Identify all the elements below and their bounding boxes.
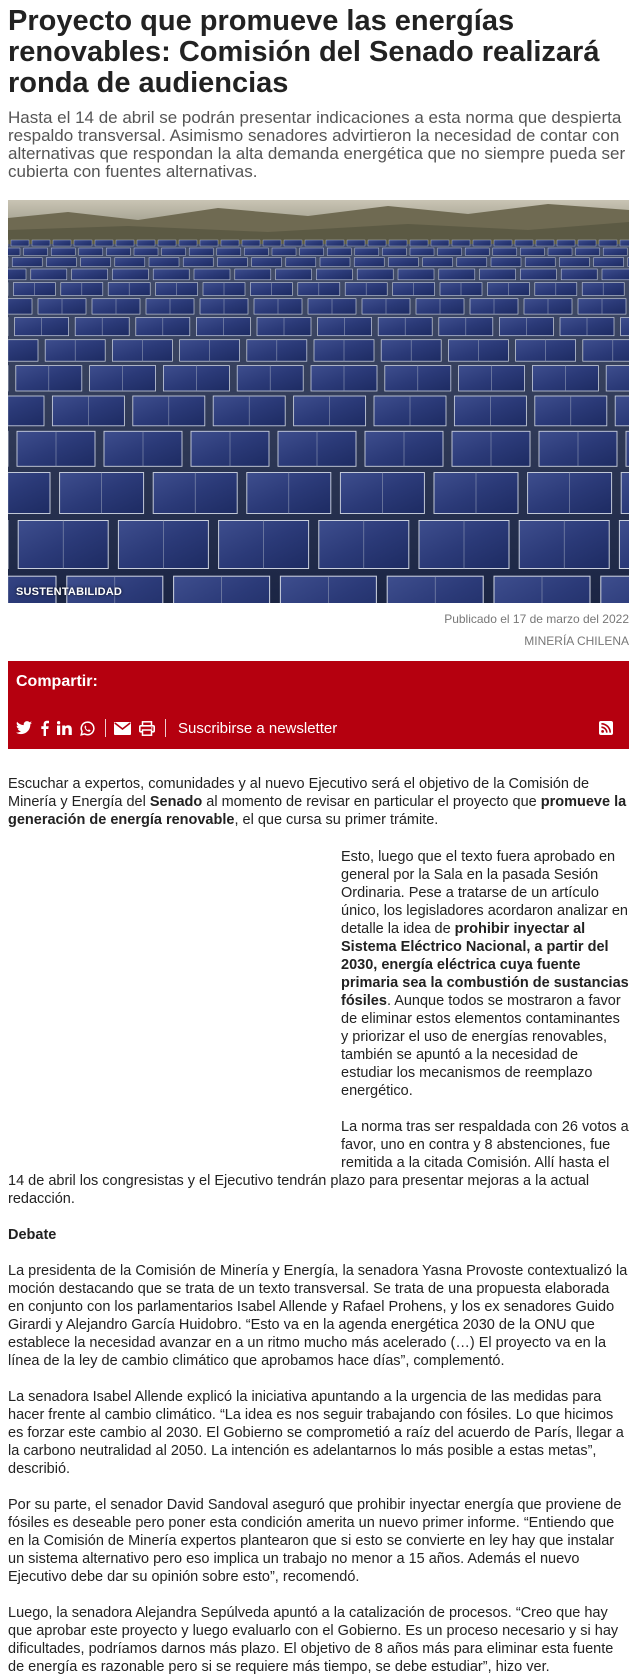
paragraph: Esto, luego que el texto fuera aprobado en general por la Sala en la pasada Sesión Ordinaria. Pese a tratarse de un artículo único, los legisladores acordaron analizar en detalle la idea de prohibir inyectar al Sistema Eléctrico Nacional, a partir del 2030, energía eléctrica cuya fuente primaria sea la combustión de sustancias fósiles. Aunque todos se mostraron a favor de eliminar estos elementos contaminantes y priorizar el uso de energías renovables, también se apuntó a la necesidad de estudiar los mecanismos de reemplazo energético. [341, 849, 629, 1099]
paragraph: La senadora Isabel Allende explicó la iniciativa apuntando a la urgencia de las medidas para hacer frente al cambio climático. “La idea es nos seguir trabajando con fósiles. Lo que hicimos es forzar este cambio al 2030. El Gobierno se comprometió a raíz del acuerdo de París, llegar a la carbono neutralidad al 2050. La intención es adelantarnos lo más posible a estas metas”, describió. [8, 1389, 624, 1477]
paragraph: Por su parte, el senador David Sandoval aseguró que prohibir inyectar energía que proviene de fósiles es deseable pero poner esta condición amerita un nuevo primer informe. “Entiendo que en la Comisión de Minería expertos plantearon que si esto se convierte en ley hay que instalar un sistema alternativo pero eso implica un trabajo no menor a 15 años. Además el nuevo Ejecutivo debe dar su opinión sobre esto”, recomendó. [8, 1497, 622, 1585]
bold-text: promueve la generación de energía renovable [8, 794, 627, 828]
category-tag[interactable]: SUSTENTABILIDAD [16, 586, 123, 598]
source-label[interactable]: MINERÍA CHILENA [524, 634, 629, 648]
whatsapp-icon[interactable] [80, 719, 95, 737]
paragraph: Escuchar a expertos, comunidades y al nuevo Ejecutivo será el objetivo de la Comisión de Minería y Energía del Senado al momento de revisar en particular el proyecto que promueve la generación de energía renovable, el que cursa su primer trámite. [8, 776, 627, 828]
twitter-icon[interactable] [16, 719, 32, 737]
paragraph: La presidenta de la Comisión de Minería y Energía, la senadora Yasna Provoste contextualizó la moción destacando que se trata de un texto transversal. Se trata de una propuesta elaborada en conjunto con los parlamentarios Isabel Allende y Rafael Prohens, y los ex senadores Guido Girardi y Alejandro García Huidobro. “Esto va en la agenda energética 2030 de la ONU que establece la necesidad avanzar en a un ritmo mucho más acelerado (…) El proyecto va en la línea de la ley de cambio climático que aprobamos hace días”, complementó. [8, 1263, 628, 1369]
linkedin-icon[interactable] [57, 719, 72, 737]
rss-icon[interactable] [599, 719, 613, 737]
share-divider [105, 719, 106, 737]
print-icon[interactable] [139, 719, 155, 737]
published-date: Publicado el 17 de marzo del 2022 [444, 612, 629, 626]
hero-image [8, 200, 629, 603]
newsletter-link[interactable]: Suscribirse a newsletter [178, 719, 338, 737]
bold-text: Senado [149, 794, 203, 810]
article-title: Proyecto que promueve las energías renovables: Comisión del Senado realizará ronda de audiencias [8, 5, 600, 99]
paragraph: La norma tras ser respaldada con 26 votos a favor, uno en contra y 8 abstenciones, fue remitida a la citada Comisión. Allí hasta el 14 de abril los congresistas y el Ejecutivo tendrán plazo para presentar mejoras a la actual redacción. [8, 1119, 629, 1207]
email-icon[interactable] [114, 719, 131, 737]
section-heading: Debate [8, 1227, 57, 1243]
share-icons-row [16, 718, 621, 738]
facebook-icon[interactable] [40, 719, 49, 737]
share-divider [165, 719, 166, 737]
article-body [8, 775, 629, 1676]
article-subtitle: Hasta el 14 de abril se podrán presentar indicaciones a esta norma que despierta respaldo transversal. Asimismo senadores advirtieron la necesidad de contar con alternativas que respondan la alta demanda energética que no siempre pueda ser cubierta con fuentes alternativas. [8, 108, 626, 181]
paragraph: Luego, la senadora Alejandra Sepúlveda apuntó a la catalización de procesos. “Creo que hay que aprobar este proyecto y luego evaluarlo con el Gobierno. Es un proceso necesario y si hay dificultades, podríamos darnos más plazo. El objetivo de 8 años más para eliminar esta fuente de energía es razonable pero si se requiere más tiempo, se debe estudiar”, hizo ver. [8, 1605, 619, 1675]
share-bar [8, 661, 629, 749]
solar-panels-photo [8, 200, 629, 603]
share-label: Compartir: [16, 673, 98, 690]
ad-slot-empty [8, 829, 341, 1159]
bold-text: prohibir inyectar al Sistema Eléctrico Nacional, a partir del 2030, energía eléctrica cuya fuente primaria sea la combustión de sustancias fósiles [341, 921, 629, 1009]
